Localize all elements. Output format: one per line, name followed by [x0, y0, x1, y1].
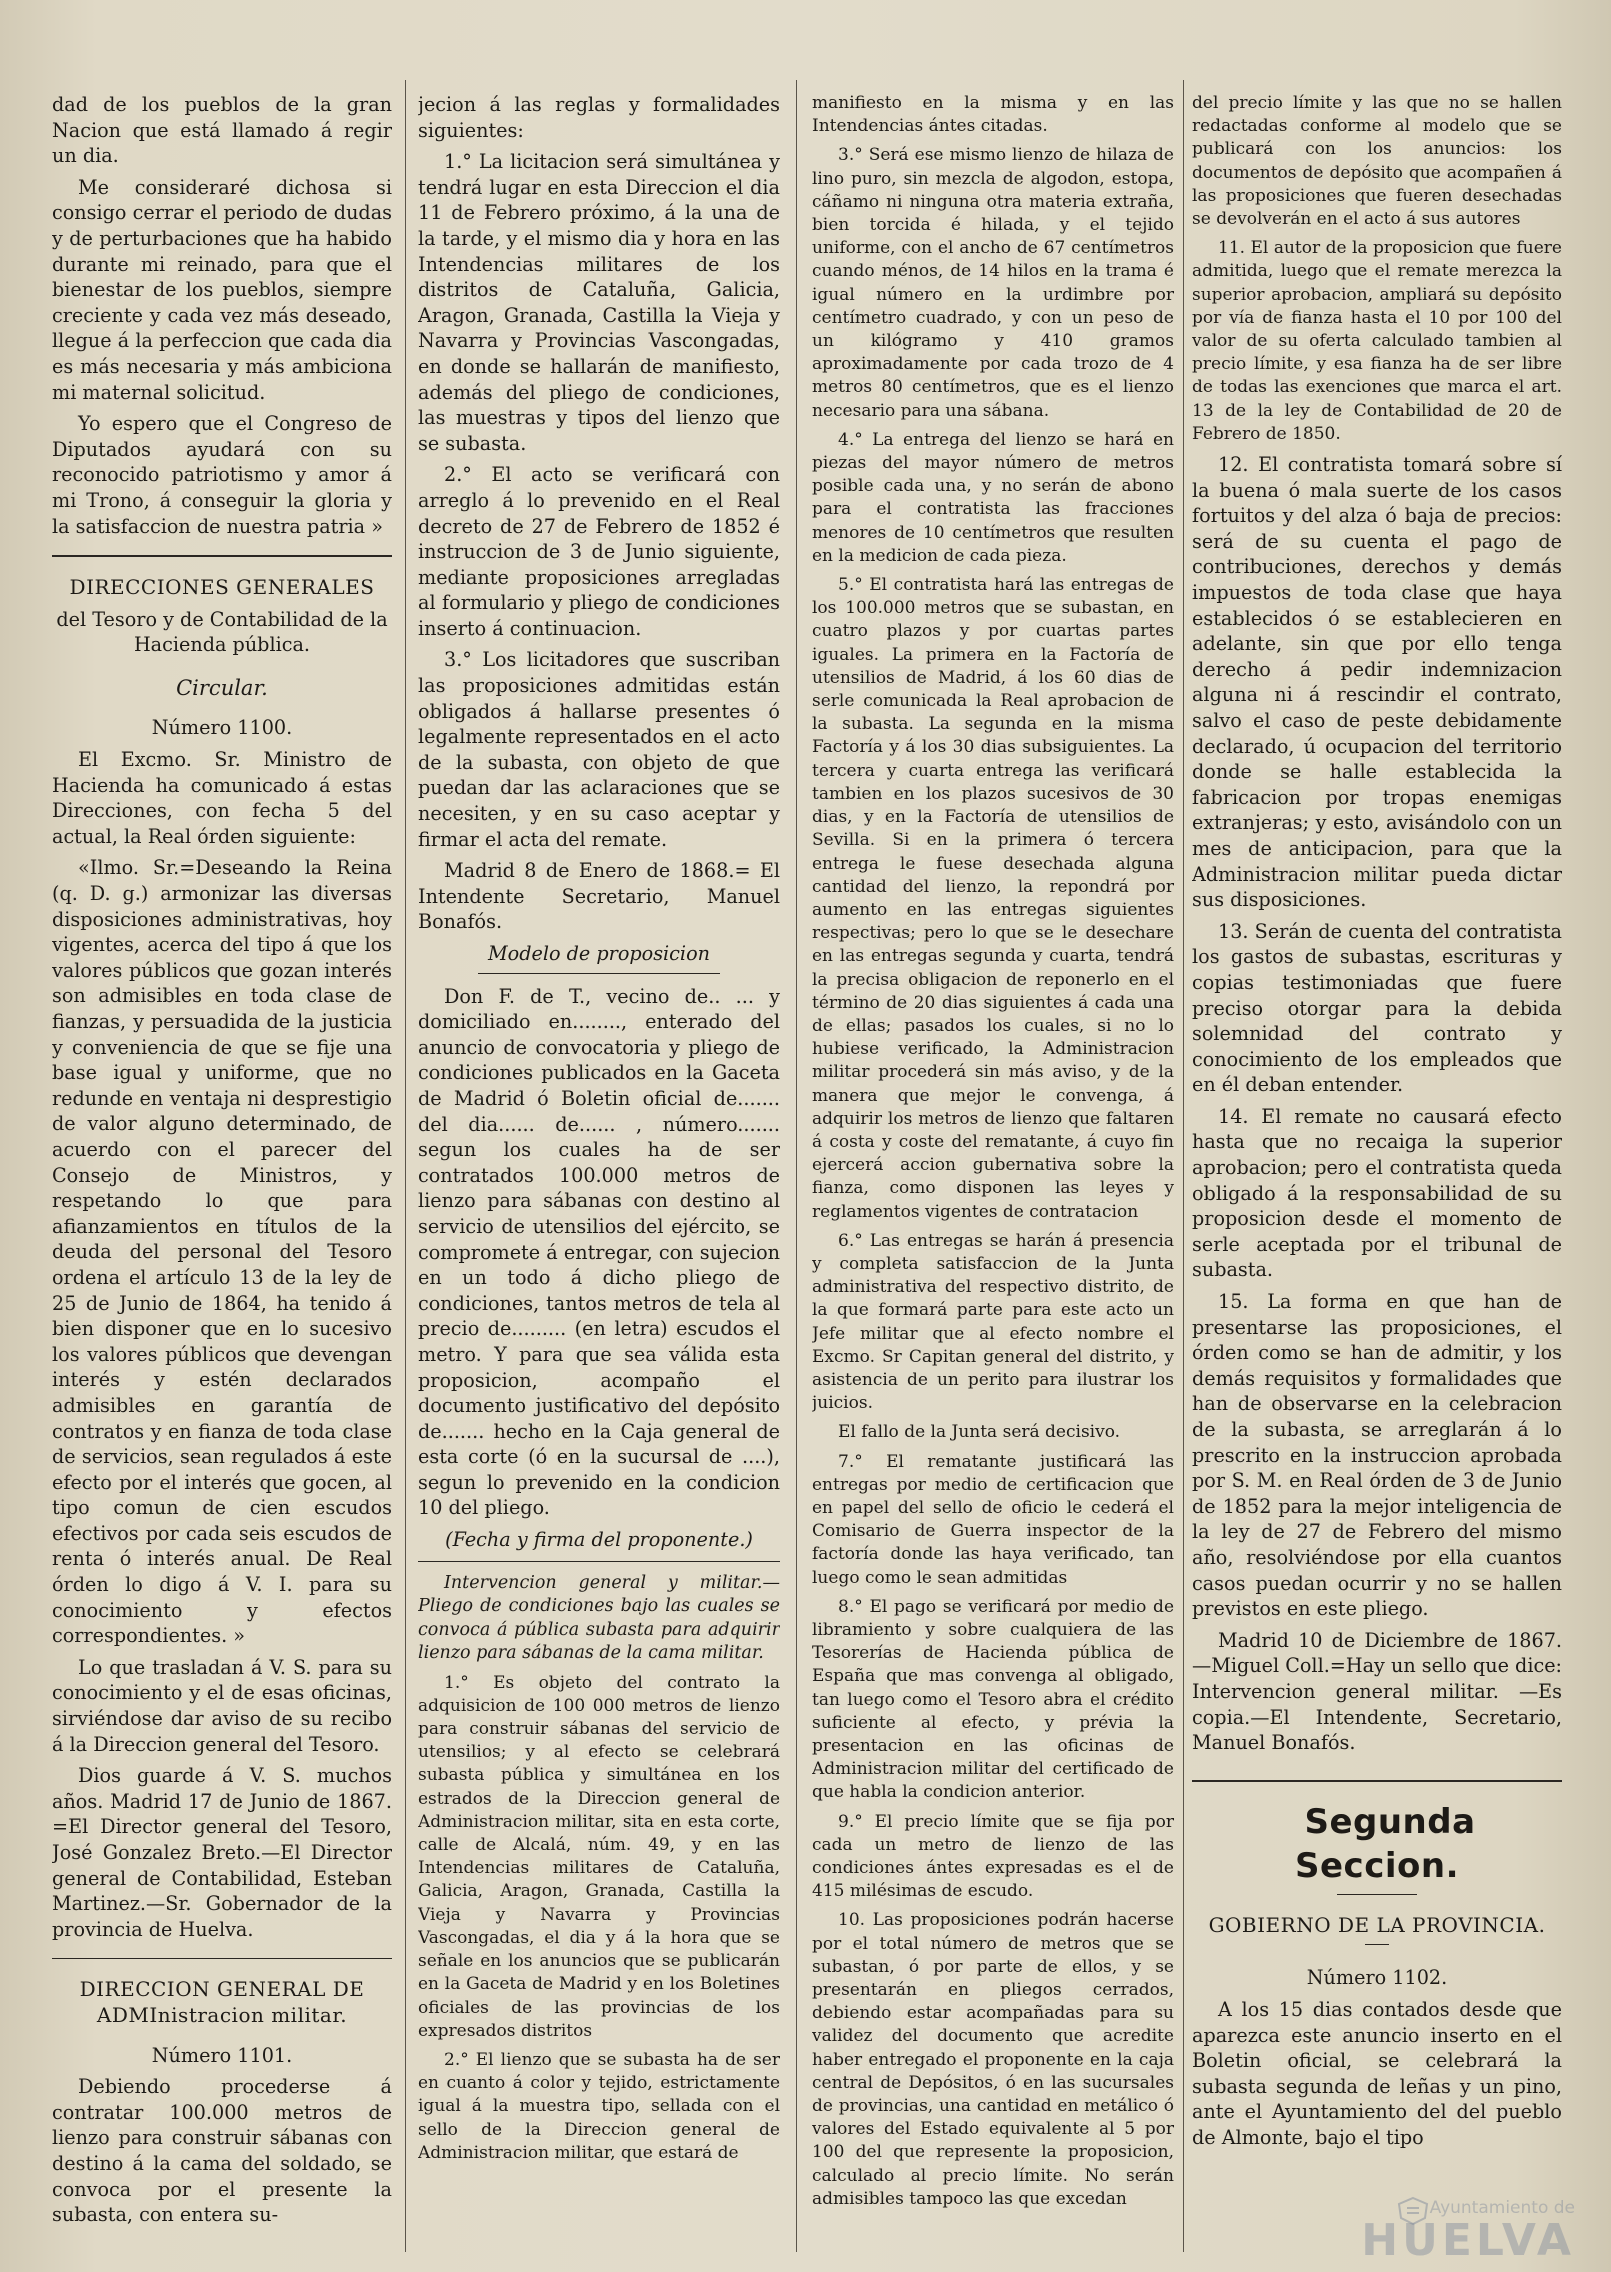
- paragraph: El fallo de la Junta será decisivo.: [838, 1422, 1121, 1443]
- paragraph: 6.° Las entregas se harán á presencia y completa satisfaccion de la Junta administrativa del respectivo distrito, de la que formará parte para este acto un Jefe militar que al efecto nombre el Excmo. Sr Capitan general del distrito, y asistencia de un perito para ilustrar los juicios.: [812, 1230, 1174, 1414]
- section-divider: [52, 1958, 392, 1959]
- paragraph: 9.° El precio límite que se fija por cada un metro de lienzo de las condiciones ántes expresadas es el de 415 milésimas de escudo.: [812, 1811, 1174, 1902]
- column-rule: [1183, 80, 1184, 2252]
- model-heading: Modelo de proposicion: [488, 942, 710, 965]
- paragraph: Don F. de T., vecino de.. ... y domiciliado en........, enterado del anuncio de convocatoria y pliego de condiciones publicados en la Gaceta de Madrid ó Boletin oficial de....... del dia...... de...... , número....... segun los cuales ha de ser contratados 100.000 metros de lienzo para sábanas con destino al servicio de utensilios del ejército, se compromete á entregar, con sujecion en un todo á dicho pliego de condiciones, tantos metros de tela al precio de......... (en letra) escudos el metro. Y para que sea válida esta proposicion, acompaño el documento justificativo del depósito de....... hecho en la Caja general de esta corte (ó en la sucursal de ....), segun lo prevenido en la condicion 10 del pliego.: [418, 984, 780, 1520]
- paragraph: 1.° La licitacion será simultánea y tendrá lugar en esta Direccion el dia 11 de Febrero próximo, á la una de la tarde, y el mismo dia y hora en las Intendencias militares de los distritos de Cataluña, Galicia, Aragon, Granada, Castilla la Vieja y Navarra y Provincias Vascongadas, en donde se hallarán de manifiesto, además del pliego de condiciones, las muestras y tipos del lienzo que se subasta.: [418, 150, 780, 455]
- section-heading: GOBIERNO DE LA PROVINCIA.: [1208, 1912, 1546, 1937]
- column-2: [418, 92, 780, 2242]
- paragraph: manifiesto en la misma y en las Intendencias ántes citadas.: [812, 93, 1174, 137]
- watermark-line: Ayuntamiento de: [1429, 2198, 1575, 2218]
- paragraph: Yo espero que el Congreso de Diputados ayudará con su reconocido patriotismo y amor á mi Trono, á conseguir la gloria y la satisfaccion de nuestra patria »: [52, 412, 392, 538]
- paragraph: «Ilmo. Sr.=Deseando la Reina (q. D. g.) armonizar las diversas disposiciones administrativas, hoy vigentes, acerca del tipo á que los valores públicos que gozan interés son admisibles en toda clase de fianzas, y persuadida de la justicia y conveniencia de que se fije una base igual y uniforme, que no redunde en ventaja ni desprestigio de valor alguno determinado, de acuerdo con el parecer del Consejo de Ministros, y respetando lo que para afianzamientos en títulos de la deuda del personal del Tesoro ordena el artículo 13 de la ley de 25 de Junio de 1864, ha tenido á bien disponer que en lo sucesivo los valores públicos que devengan interés y estén declarados admisibles en garantía de contratos y en fianza de toda clase de servicios, sean regulados á este efecto por el interés que gocen, al tipo comun de cien escudos efectivos por cada seis escudos de renta ó interés anual. De Real órden lo digo á V. I. para su conocimiento y efectos correspondientes. »: [52, 856, 392, 1648]
- column-rule: [405, 80, 406, 2252]
- paragraph: 1.° Es objeto del contrato la adquisicion de 100 000 metros de lienzo para construir sábanas del servicio de utensilios; y al efecto se celebrará subasta pública y simultánea en los estrados de la Direccion general de Administracion militar, sita en esta corte, calle de Alcalá, núm. 49, y en las Intendencias militares de Cataluña, Galicia, Aragon, Granada, Castilla la Vieja y Navarra y Provincias Vascongadas, el dia y á la hora que se señale en los anuncios que se publicarán en la Gaceta de Madrid y en los Boletines oficiales de las provincias de los expresados distritos: [418, 1672, 780, 2041]
- section-title: Segunda Seccion.: [1295, 1801, 1476, 1886]
- paragraph: 2.° El acto se verificará con arreglo á lo prevenido en el Real decreto de 27 de Febrero de 1852 é instruccion de 3 de Junio siguiente, mediante proposiciones arregladas al formulario y pliego de condiciones inserto á continuacion.: [418, 463, 780, 640]
- paragraph: del precio límite y las que no se hallen redactadas conforme al modelo que se publicará con los anuncios: los documentos de depósito que acompañen á las proposiciones que fueren desechadas se devolverán en el acto á sus autores: [1192, 93, 1562, 230]
- signature-line: (Fecha y firma del proponente.): [445, 1528, 753, 1552]
- paragraph: Madrid 10 de Diciembre de 1867. —Miguel Coll.=Hay un sello que dice: Intervencion general militar. —Es copia.—El Intendente, Secretario, Manuel Bonafós.: [1192, 1628, 1562, 1755]
- paragraph: 13. Serán de cuenta del contratista los gastos de subastas, escrituras y copias testimoniadas que fuere preciso otorgar para la debida solemnidad del contrato y conocimiento de los empleados que en él deban entender.: [1192, 919, 1562, 1097]
- paragraph: Madrid 8 de Enero de 1868.= El Intendente Secretario, Manuel Bonafós.: [418, 859, 780, 934]
- column-3: [812, 92, 1174, 2242]
- paragraph: 8.° El pago se verificará por medio de libramiento y sobre cualquiera de las Tesorerías de Hacienda pública de España que mas convenga al obligado, tan luego como el Tesoro abra el crédito suficiente al efecto, y prévia la presentacion en las oficinas de Administracion militar del certificado de que habla la condicion anterior.: [812, 1596, 1174, 1803]
- notice-number: Número 1100.: [151, 716, 293, 740]
- paragraph: 3.° Será ese mismo lienzo de hilaza de lino puro, sin mezcla de algodon, estopa, cáñamo ni ninguna otra materia extraña, bien torcida é hilada, y el tejido uniforme, con el ancho de 67 centímetros cuando ménos, de 14 hilos en la trama é igual número en la urdimbre por centímetro cuadrado, y con un peso de un kilógramo y 410 gramos aproximadamente por cada trozo de 4 metros 80 centímetros, que es el lienzo necesario para una sábana.: [812, 145, 1174, 421]
- watermark: [1361, 2198, 1575, 2264]
- section-heading: DIRECCION GENERAL DE ADMInistracion militar.: [79, 1977, 365, 2027]
- paragraph: 14. El remate no causará efecto hasta que no recaiga la superior aprobacion; pero el contratista queda obligado á la responsabilidad de su proposicion desde el momento de serle aceptada por el tribunal de subasta.: [1192, 1104, 1562, 1282]
- paragraph: 3.° Los licitadores que suscriban las proposiciones admitidas están obligados á hallarse presentes ó legalmente representados en el acto de la subasta, con objeto de que puedan dar las aclaraciones que se necesiten, y en su caso aceptar y firmar el acta del remate.: [418, 648, 780, 851]
- paragraph: 4.° La entrega del lienzo se hará en piezas del mayor número de metros posible cada una, y no serán de abono para el contratista las fracciones menores de 10 centímetros que resulten en la medicion de cada pieza.: [812, 429, 1174, 566]
- paragraph: Intervencion general y militar.—Pliego de condiciones bajo las cuales se convoca á pública subasta para adquirir lienzo para sábanas de la cama militar.: [418, 1572, 780, 1664]
- paragraph: dad de los pueblos de la gran Nacion que está llamado á regir un dia.: [52, 93, 392, 168]
- section-subheading: del Tesoro y de Contabilidad de la Hacienda pública.: [56, 607, 388, 657]
- divider: [1337, 1894, 1417, 1895]
- section-heading: DIRECCIONES GENERALES: [69, 575, 375, 600]
- paragraph: 12. El contratista tomará sobre sí la buena ó mala suerte de los casos fortuitos y del alza ó baja de precios: será de su cuenta el pago de contribuciones, derechos y demás impuestos de toda clase que haya establecidos ó se establecieren en adelante, sin que por ello tenga derecho á pedir indemnizacion alguna ni á rescindir el contrato, salvo el caso de peste debidamente declarado, ú ocupacion del territorio donde se halle establecida la fabricacion por tropas enemigas extranjeras; y esto, avisándolo con un mes de anticipacion, para que la Administracion militar pueda dictar sus disposiciones.: [1192, 453, 1562, 912]
- paragraph: Me consideraré dichosa si consigo cerrar el periodo de dudas y de perturbaciones que ha habido durante mi reinado, para que el bienestar de los pueblos, siempre creciente y cada vez más deseado, llegue á la perfeccion que cada dia es más necesaria y más ambiciona mi maternal solicitud.: [52, 175, 392, 404]
- section-divider: [1192, 1780, 1562, 1782]
- column-rule: [796, 80, 797, 2252]
- paragraph: 2.° El lienzo que se subasta ha de ser en cuanto á color y tejido, estrictamente igual á la muestra tipo, sellada con el sello de la Direccion general de Administracion militar, que estará de: [418, 2049, 780, 2163]
- paragraph: 10. Las proposiciones podrán hacerse por el total número de metros que se subastan, ó por parte de ellos, y se presentarán en pliegos cerrados, debiendo estar acompañadas para su validez del documento que acredite haber entregado el proponente en la caja central de Depósitos, ó en las sucursales de provincias, una cantidad en metálico ó valores del Estado equivalente al 5 por 100 del que represente la proposicion, calculado al precio límite. No serán admisibles tampoco las que excedan: [812, 1910, 1174, 2209]
- paragraph: 15. La forma en que han de presentarse las proposiciones, el órden como se han de admitir, y los demás requisitos y formalidades que han de observarse en la celebracion de la subasta, se arreglarán á lo prescrito en la instruccion aprobada por S. M. en Real órden de 3 de Junio de 1852 para la mejor inteligencia de la ley de 27 de Febrero del mismo año, resolviéndose por ella cuantos casos puedan ocurrir y no se hallen previstos en este pliego.: [1192, 1290, 1562, 1621]
- divider: [1365, 1944, 1389, 1945]
- paragraph: 7.° El rematante justificará las entregas por medio de certificacion que en papel del sello de oficio le cederá el Comisario de Guerra inspector de la factoría donde las haya verificado, tan luego como le sean admitidas: [812, 1451, 1174, 1588]
- paragraph: 11. El autor de la proposicion que fuere admitida, luego que el remate merezca la superior aprobacion, ampliará su depósito por vía de fianza hasta el 10 por 100 del valor de su oferta calculado tambien al precio límite, y esa fianza ha de ser libre de todas las exenciones que marca el art. 13 de la ley de Contabilidad de 20 de Febrero de 1850.: [1192, 238, 1562, 444]
- divider: [478, 973, 720, 974]
- column-4: [1192, 92, 1562, 2242]
- notice-number: Número 1102.: [1306, 1966, 1448, 1990]
- paragraph: Lo que trasladan á V. S. para su conocimiento y el de esas oficinas, sirviéndose dar aviso de su recibo á la Direccion general del Tesoro.: [52, 1655, 392, 1756]
- paragraph: A los 15 dias contados desde que aparezca este anuncio inserto en el Boletin oficial, se celebrará la subasta segunda de leñas y un pino, ante el Ayuntamiento del del pueblo de Almonte, bajo el tipo: [1192, 1997, 1562, 2149]
- watermark-logo: HUELVA: [1361, 2215, 1575, 2266]
- paragraph: jecion á las reglas y formalidades siguientes:: [418, 93, 780, 142]
- paragraph: Debiendo procederse á contratar 100.000 metros de lienzo para construir sábanas con destino á la cama del soldado, se convoca por el presente la subasta, con entera su-: [52, 2075, 392, 2227]
- circular-heading: Circular.: [176, 675, 268, 700]
- paragraph: Dios guarde á V. S. muchos años. Madrid 17 de Junio de 1867. =El Director general del Tesoro, José Gonzalez Breto.—El Director general de Contabilidad, Esteban Martinez.—Sr. Gobernador de la provincia de Huelva.: [52, 1764, 392, 1941]
- column-1: [52, 92, 392, 2242]
- section-divider: [52, 555, 392, 557]
- paragraph: El Excmo. Sr. Ministro de Hacienda ha comunicado á estas Direcciones, con fecha 5 del actual, la Real órden siguiente:: [52, 748, 392, 848]
- notice-number: Número 1101.: [151, 2043, 293, 2067]
- paragraph: 5.° El contratista hará las entregas de los 100.000 metros que se subastan, en cuatro plazos y por cuartas partes iguales. La primera en la Factoría de utensilios de Madrid, á los 60 dias de serle comunicada la Real aprobacion de la subasta. La segunda en la misma Factoría y á los 30 dias subsiguientes. La tercera y cuarta entrega las verificará tambien en los plazos sucesivos de 30 dias, y en la Factoría de utensilios de Sevilla. Si en la primera ó tercera entrega le fuese desechada alguna cantidad del lienzo, la repondrá por aumento en las entregas siguientes respectivas; pero lo que se le desechare en las entregas segunda y cuarta, tendrá la precisa obligacion de reponerlo en el término de 20 dias siguientes á cada una de ellas; pasados los cuales, si no lo hubiese verificado, la Administracion militar procederá sin más aviso, y de la manera que mejor le convenga, á adquirir los metros de lienzo que faltaren á costa y coste del rematante, á cuyo fin ejercerá accion gubernativa sobre la fianza, como disponen las leyes y reglamentos vigentes de contratacion: [812, 575, 1174, 1222]
- divider: [418, 1561, 780, 1562]
